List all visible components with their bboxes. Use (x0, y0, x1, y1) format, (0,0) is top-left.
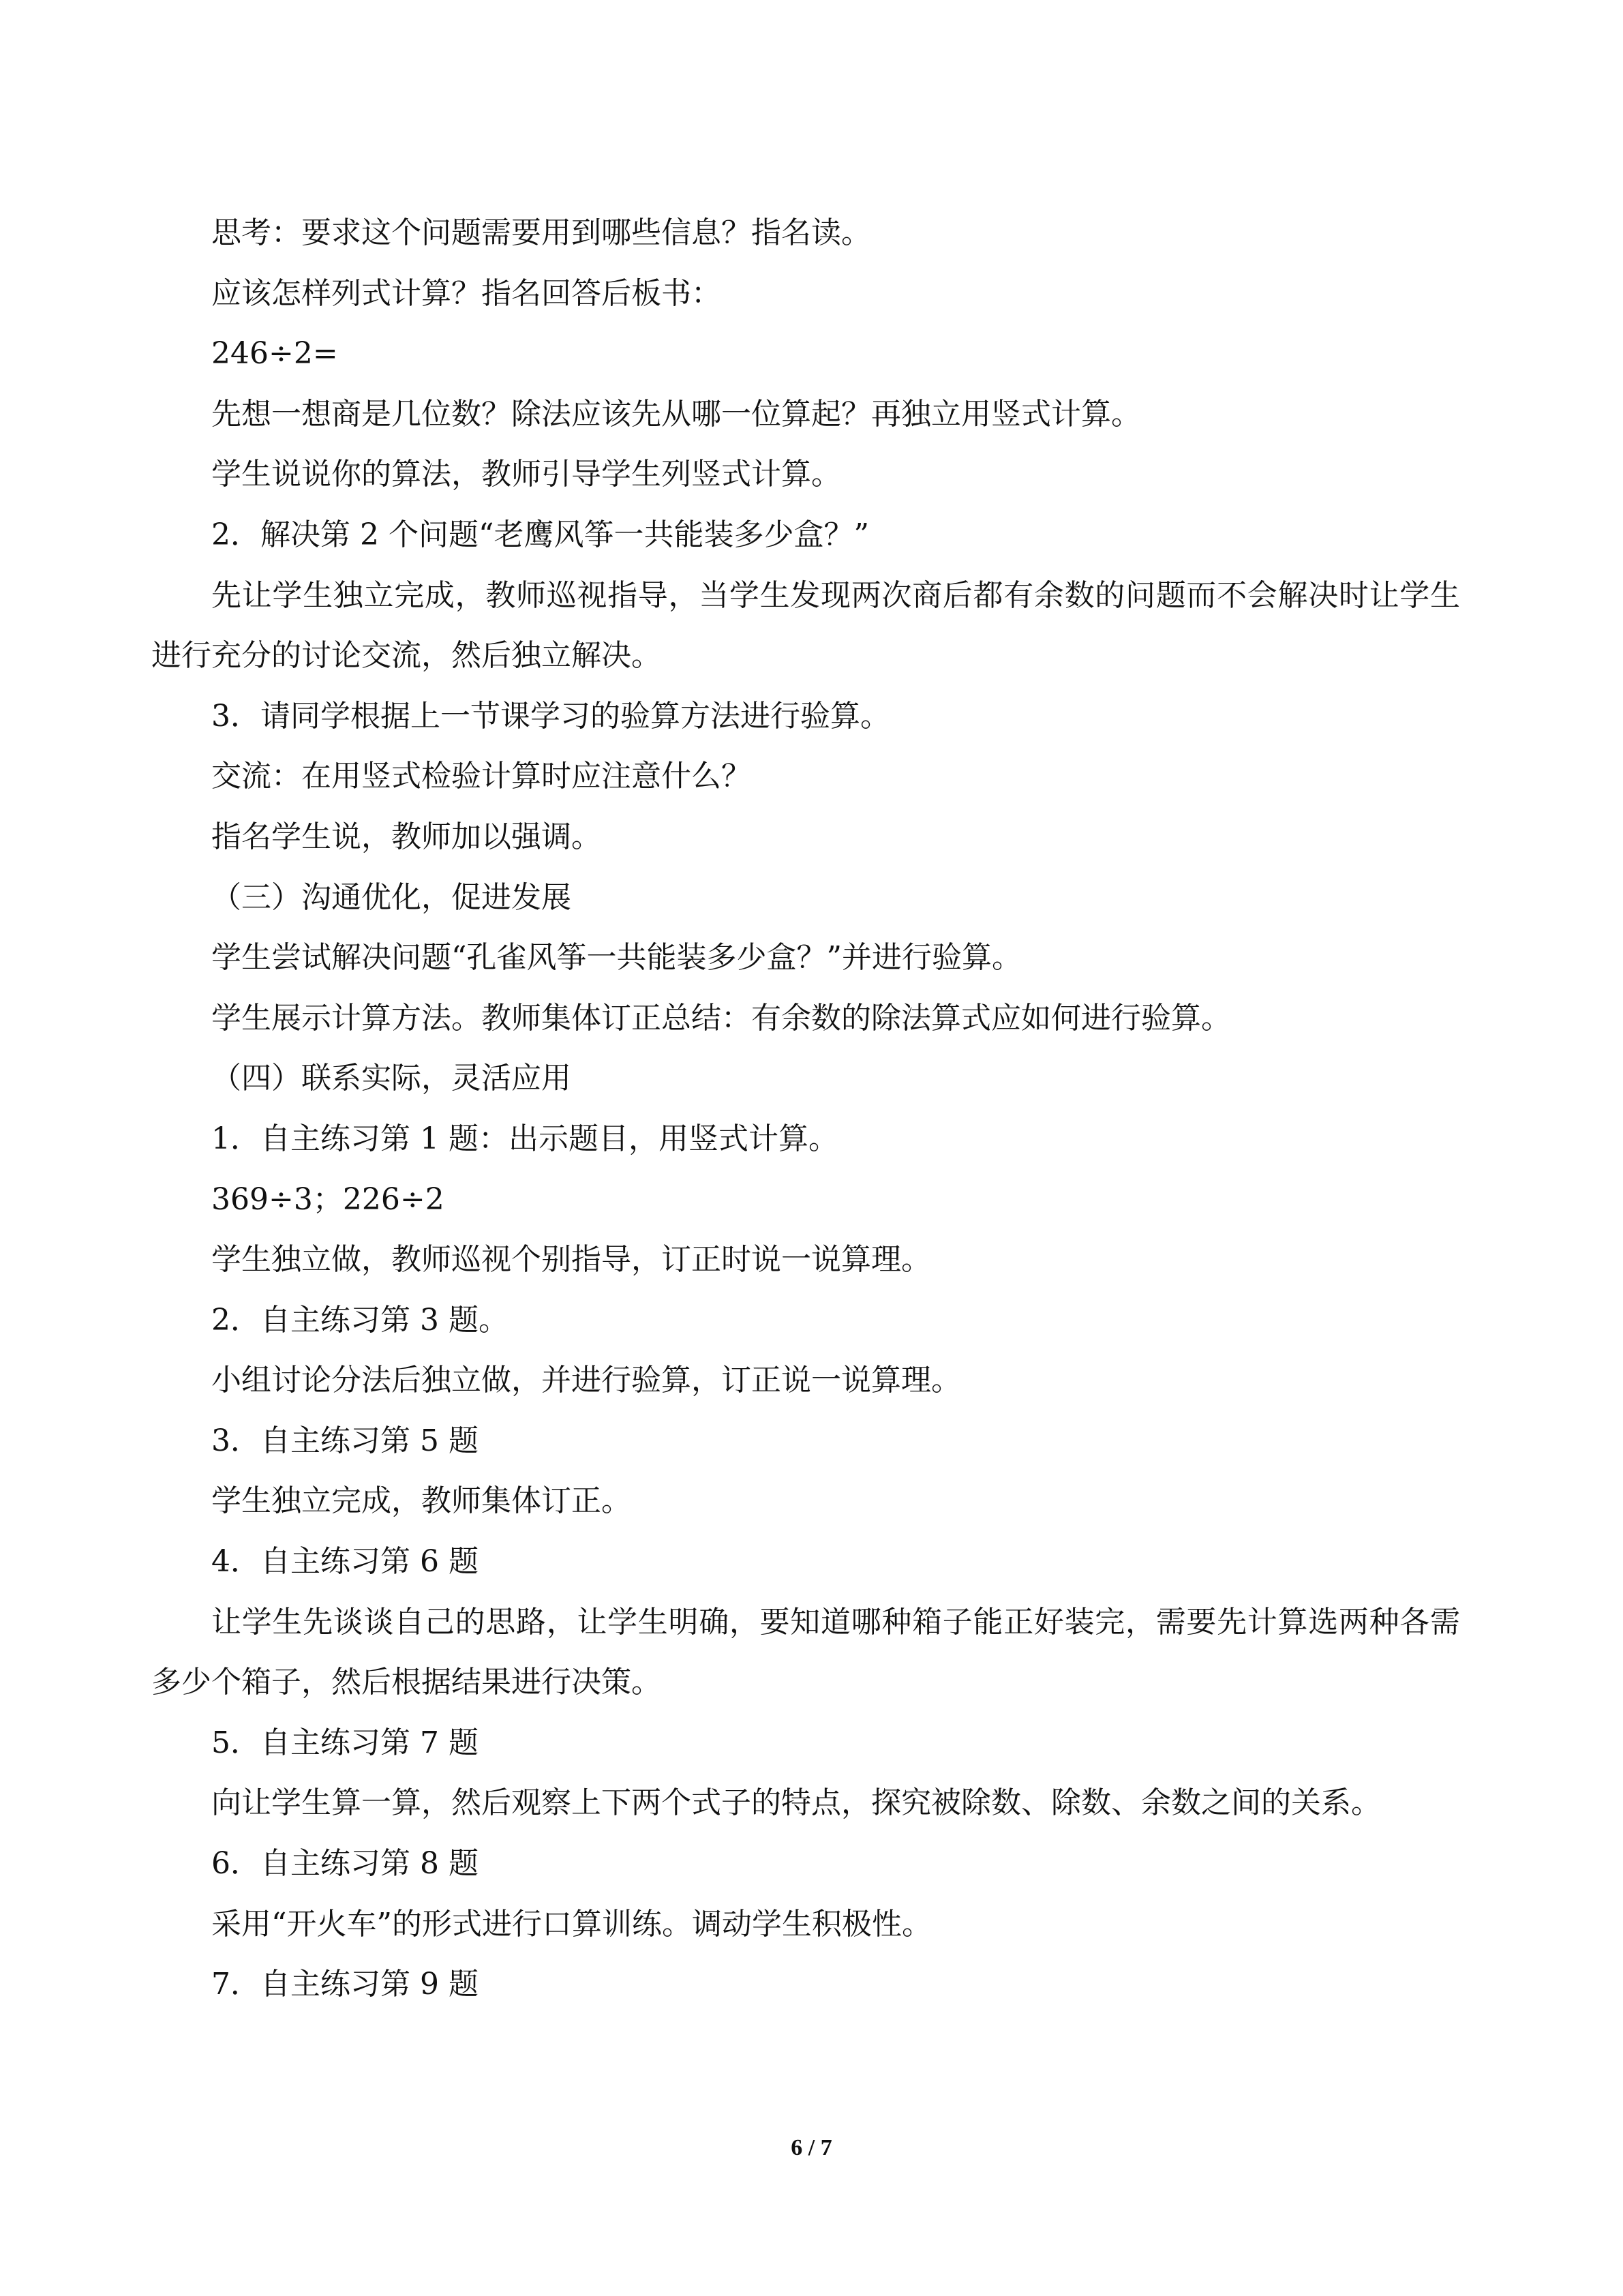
paragraph: 学生独立做，教师巡视个别指导，订正时说一说算理。 (211, 1242, 931, 1278)
numbered-item: 3．请同学根据上一节课学习的验算方法进行验算。 (211, 698, 890, 734)
paragraph: 学生独立完成，教师集体订正。 (211, 1483, 631, 1519)
numbered-item: 6．自主练习第 8 题 (211, 1846, 479, 1882)
numbered-item: 5．自主练习第 7 题 (211, 1725, 479, 1760)
paragraph: 指名学生说，教师加以强调。 (211, 819, 601, 854)
numbered-item: 1．自主练习第 1 题：出示题目，用竖式计算。 (211, 1121, 838, 1156)
paragraph: 先让学生独立完成，教师巡视指导，当学生发现两次商后都有余数的问题而不会解决时让学生进行充分的讨论交流，然后独立解决。 (151, 577, 1460, 674)
paragraph: 学生尝试解决问题“孔雀风筝一共能装多少盒？”并进行验算。 (211, 940, 1022, 976)
numbered-item: 4．自主练习第 6 题 (211, 1544, 479, 1580)
paragraph: 学生说说你的算法，教师引导学生列竖式计算。 (211, 457, 841, 492)
page-number: 6 / 7 (791, 2135, 832, 2160)
equation-line: 369÷3；226÷2 (211, 1181, 444, 1217)
document-body (151, 203, 1460, 2015)
paragraph: 采用“开火车”的形式进行口算训练。调动学生积极性。 (211, 1906, 932, 1942)
equation-line: 246÷2= (211, 336, 338, 372)
section-heading: （三）沟通优化，促进发展 (211, 879, 571, 915)
paragraph: 向让学生算一算，然后观察上下两个式子的特点，探究被除数、除数、余数之间的关系。 (211, 1785, 1381, 1821)
paragraph: 小组讨论分法后独立做，并进行验算，订正说一说算理。 (211, 1363, 961, 1398)
numbered-item: 2．自主练习第 3 题。 (211, 1302, 509, 1338)
numbered-item: 7．自主练习第 9 题 (211, 1967, 479, 2002)
paragraph: 思考：要求这个问题需要用到哪些信息？指名读。 (211, 215, 871, 250)
numbered-item: 2．解决第 2 个问题“老鹰风筝一共能装多少盒？” (211, 517, 869, 552)
section-heading: （四）联系实际，灵活应用 (211, 1061, 571, 1096)
paragraph: 学生展示计算方法。教师集体订正总结：有余数的除法算式应如何进行验算。 (211, 1000, 1231, 1036)
paragraph: 交流：在用竖式检验计算时应注意什么？ (211, 759, 751, 794)
numbered-item: 3．自主练习第 5 题 (211, 1423, 479, 1458)
paragraph: 应该怎样列式计算？指名回答后板书： (211, 275, 721, 311)
paragraph: 让学生先谈谈自己的思路，让学生明确，要知道哪种箱子能正好装完，需要先计算选两种各需多少个箱子，然后根据结果进行决策。 (151, 1604, 1460, 1700)
paragraph: 先想一想商是几位数？除法应该先从哪一位算起？再独立用竖式计算。 (211, 396, 1141, 432)
